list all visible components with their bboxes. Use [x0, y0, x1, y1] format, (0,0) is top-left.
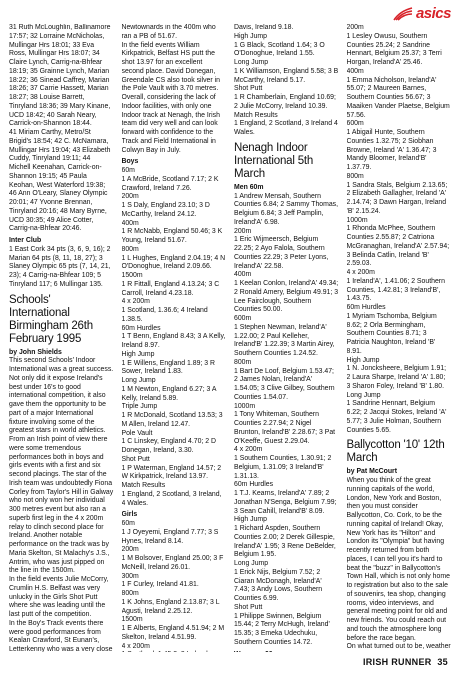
paragraph: 1 Myriam Tschomba, Belgium 8.62; 2 Orla Bermingham, Southern Counties 8.71; 3 Patricia Naughton, Ireland 'B' 8.91.: [346, 312, 437, 355]
subheading: Inter Club: [9, 237, 42, 244]
paragraph: From an Irish point of view there were some tremendous performances both in boys and girls events with a first and six second placings. The star of the Irish team was undoubtedly Fiona Corley from Taylor's Hill in Galway who not only won her individual 300 metres event but also ran a superb first leg in the 4 x 200m relay to clinch second place for Ireland. Another notable performance on the track was by Maria Skelton, St Malachy's J.S., Antrim, who was just pipped on the line in the 1500m.: [9, 436, 114, 575]
paragraph: On what turned out to be, weather: [346, 643, 451, 651]
paragraph: In the field events Julie McCorry, Crumlin H.S. Belfast was very unlucky in the Girls Shot Putt where she was leading until the last putt of the competition.: [9, 576, 109, 618]
paragraph: 1 T Benn, England 8.43; 3 A Kelly, Ireland 8.97.: [121, 333, 226, 349]
byline: by Pat McCourt: [346, 468, 398, 476]
paragraph: 1 England, 2 Scotland, 3 Ireland, 4 Wales.: [121, 490, 222, 507]
paragraph: 1 East Cork 34 pts (3, 6, 9, 16); 2 Marian 64 pts (8, 11, 18, 27); 3 Slaney Olympic 65 pts (7, 14, 21, 23); 4 Carrig-na-Bhfear 109; 5 Tinryland 117; 6 Mullingar 135.: [9, 245, 111, 288]
paragraph: 1 P Waterman, England 14.57; 2 W Kirkpatrick, Ireland 13.97.: [121, 464, 222, 481]
paragraph: Match Results: [234, 111, 278, 119]
asics-stripes-icon: [392, 5, 414, 21]
paragraph: 200m: [234, 227, 252, 235]
paragraph: 400m: [234, 271, 252, 279]
paragraph: 1 R Chamberlain, England 10.69; 2 Julie McCorry, Ireland 10.39.: [234, 94, 336, 110]
paragraph: 1 Sandra Stals, Belgium 2.13.65; 2 Elizabeth Gallagher, Ireland 'A' 2.14.74; 3 Dawn Hargan, Ireland 'B' 2.15.24.: [346, 181, 448, 215]
article-columns: [9, 24, 451, 652]
paragraph: 200m: [121, 546, 139, 554]
paragraph: 60m: [121, 167, 135, 174]
paragraph: 1 Sandrine Hennart, Belgium 6.22; 2 Jacqui Stokes, Ireland 'A' 5.77; 3 Julie Holman, Southern Counties 5.65.: [346, 400, 447, 434]
paragraph: When you think of the great running capitals of the world, London, New York and Boston, then you must consider Ballycotton, Co. Cork, to be the running capital of Ireland! Okay, New York has its "Hilton" and London its "Olympia" but having recently returned from both places, I can tell you it's hard to beat the "buzz" in Ballycotton's Town Hall, which is not only home to registration but also to the sale of souvenirs, tea shop, changing rooms, video interviews, and general meeting point for old and new friends. You could reach out and touch the atmosphere long before the race began.: [346, 477, 450, 642]
paragraph: Shot Putt: [234, 85, 263, 93]
paragraph: In the Boy's Track events there were good performances from Kealan Crawford, St Eunan's, Letterkenny who was a very close: [9, 619, 113, 652]
paragraph: 1 G Black, Scotland 1.64; 3 O O'Donoghue, Ireland 1.55.: [234, 41, 325, 58]
paragraph: 1 M Bolsover, England 25.00; 3 F McNeill, Ireland 26.01.: [121, 555, 224, 571]
page-footer: [360, 657, 448, 667]
paragraph: 1 Abigail Hunte, Southern Counties 1.32.75; 2 Siobhan Browne, Ireland 'A' 1.36.47; 3 Mandy Bloomer, Ireland'B' 1.37.79.: [346, 129, 437, 171]
paragraph: 200m: [346, 24, 364, 31]
subheading: Girls: [121, 511, 138, 519]
paragraph: 600m: [234, 315, 252, 322]
paragraph: 1 F Curley, Ireland 41.81.: [121, 581, 199, 589]
paragraph: High Jump: [121, 350, 155, 358]
paragraph: 1 Rhonda McPhee, Southern Counties 2.55.87; 2 Catriona McGranaghan, Ireland'A' 2.57.94; 3 Belinda Catlin, Ireland 'B' 2.59.03.: [346, 225, 450, 268]
paragraph: 1000m: [346, 216, 368, 224]
subheading: Boys: [121, 158, 139, 166]
paragraph: 1 Bart De Loof, Belgium 1.53.47; 2 James Nolan, Ireland'A' 1.54.05; 3 Clive Gilbey, Southern Counties 1.54.07.: [234, 367, 335, 401]
paragraph: 4 x 200m: [121, 298, 150, 306]
paragraph: Triple Jump: [121, 403, 158, 411]
page-number: 35: [437, 657, 448, 667]
paragraph: 1 Richard Aspden, Southern Counties 2.00; 2 Derek Gillespie, Ireland'A' 1.95; 3 Rene DeBelder, Belgium 1.95.: [234, 525, 336, 559]
paragraph: [122, 651, 227, 652]
paragraph: 600m: [346, 120, 364, 128]
asics-logo: [392, 4, 451, 22]
section-heading: Ballycotton '10' 12th March: [346, 439, 445, 465]
paragraph: Davis, Ireland 9.18.: [234, 24, 294, 31]
paragraph: 1 Erick Nijs, Belgium 7.52; 2 Ciaran McDonagh, Ireland'A' 7.43; 3 Andy Lows, Southern Counties 6.99.: [234, 568, 323, 602]
paragraph: Long Jump: [234, 560, 269, 567]
byline: by John Shields: [9, 348, 62, 356]
paragraph: Shot Putt: [234, 603, 263, 611]
paragraph: 1 Philippe Swinnen, Belgium 15.44; 2 Terry McHugh, Ireland' 15.35; 3 Emeka Udechuku, Southern Counties 14.72.: [234, 612, 330, 646]
paragraph: 31 Ruth McLoughlin, Ballinamore 17:57; 32 Lorraine McNicholas, Mullingar Hrs 18:01; 33 Eva Ross, Mullingar Hrs 18:07; 34 Claire Lynch, Carrig-na-Bhfear 18:19; 35 Grainne Lynch, Marian 18:22; 36 Sinead Caffrey, Marian 18:26; 37 Carrie Hassett, Marian 18:27; 38 Louise Barrett, Tinryland 18:36; 39 Mary Kinane, UCD 18:42; 40 Sarah Neary, Carrick-on-Shannon 18:44.: [9, 24, 111, 128]
paragraph: 1 Stephen Newman, Ireland'A' 1.22.00; 2 Paul Kelleher, Ireland'B' 1.22.39; 3 Martin Airey, Southern Counties 1.24.52.: [234, 323, 335, 357]
magazine-name: IRISH RUNNER: [362, 657, 432, 667]
paragraph: 1 Lesley Owusu, Southern Counties 25.24; 2 Sandrine Hennart, Belgium 25.37; 3 Terri Horgan, Ireland'A' 25.46.: [346, 32, 442, 66]
paragraph: 4 x 200m: [234, 446, 263, 454]
paragraph: 1 C Linskey, England 4.70; 2 D Donegan, Ireland, 3.30.: [121, 438, 216, 454]
paragraph: 300m: [121, 572, 139, 580]
paragraph: 1 K Williamson, England 5.58; 3 B McCarthy, Ireland 5.17.: [234, 67, 339, 84]
paragraph: 1 Scotland, 1.36.6; 4 Ireland 1.38.5.: [121, 307, 208, 323]
paragraph: 1 M Newton, England 6.27; 3 A Kelly, Ireland 5.89.: [121, 385, 217, 402]
paragraph: 800m: [121, 590, 139, 597]
paragraph: 1 S Daly, England 23.10; 3 D McCarthy, Ireland 24.12.: [121, 202, 210, 218]
paragraph: 4 x 200m: [121, 642, 150, 650]
paragraph: 1 R Fittall, England 4.13.24; 3 C Carroll, Ireland 4.23.18.: [121, 280, 220, 297]
paragraph: Newtownards in the 400m who ran a PB of 51.67.: [121, 24, 216, 40]
paragraph: Long Jump: [346, 391, 381, 399]
paragraph: 60m: [121, 520, 135, 527]
paragraph: Long Jump: [121, 377, 156, 384]
paragraph: 400m: [346, 67, 364, 75]
paragraph: Pole Vault: [121, 429, 153, 437]
paragraph: High Jump: [234, 516, 267, 524]
brand-name: asics: [415, 4, 451, 22]
paragraph: High Jump: [234, 32, 267, 40]
paragraph: High Jump: [346, 356, 380, 364]
paragraph: 1 E Willens, England 1.89; 3 R Sower, Ireland 1.83.: [121, 359, 215, 376]
paragraph: 1 J Oyeyemi, England 7.77; 3 S Hynes, Ireland 8.14.: [121, 528, 219, 545]
paragraph: 1 L Hughes, England 2.04.19; 4 N O'Donoghue, Ireland 2.09.66.: [121, 254, 226, 271]
paragraph: 1 Ireland'A', 1.41.06; 2 Southern Counties, 1.42.81; 3 Ireland'B', 1.43.75.: [346, 277, 445, 303]
paragraph: 60m Hurdles: [234, 481, 274, 489]
column-2: [122, 24, 227, 652]
paragraph: 1 T.J. Kearns, Ireland'A' 7.89; 2 Jonathan N'Senga, Belgium 7.99; 3 Sean Cahill, Ireland'B' 8.09.: [234, 490, 337, 515]
subheading: [234, 651, 339, 653]
paragraph: 1500m: [121, 616, 143, 624]
paragraph: 60m Hurdles: [121, 324, 161, 332]
paragraph: 1 Emma Nicholson, Ireland'A' 55.07; 2 Maureen Barnes, Southern Counties 56.67; 3 Maaiken Vander Plaetse, Belgium 57.56.: [346, 76, 450, 119]
section-heading: Nenagh Indoor International 5th March: [234, 141, 314, 180]
paragraph: 1000m: [234, 402, 256, 410]
paragraph: Overall, considering the lack of Indoor facilities, with only one Indoor track at Nenagh, the Irish team did very well and can look forward with confidence to the Track and Field International in Colwyn Bay in July.: [121, 94, 220, 154]
paragraph: 1 R McDonald, Scotland 13.53; 3 M Allen, Ireland 12.47.: [121, 412, 223, 428]
paragraph: 60m Hurdles: [346, 304, 386, 311]
paragraph: 1 England, 2 Scotland, 3 Ireland 4 Wales.: [234, 120, 338, 136]
paragraph: 41 Miriam Carthy, Metro/St Brigid's 18:54; 42 C. McNamara, Mullingar Hrs 19:04; 43 Elizabeth Cuddy, Tinryland 19:11; 44 Michell Keenahan, Carrick-on-Shannon 19:15; 45 Paula Keohan, West Waterford 19:38; 46 Ann O'Leary, Slaney Olympic 20:01; 47 Yvonne Brennan, Tinryland 20:16; 48 Mary Byrne, UCD 30:35; 49 Alice Cotter, Carrig-na-Bhfear 20:46.: [9, 129, 111, 233]
column-3: [234, 24, 339, 652]
column-1: [9, 24, 114, 652]
paragraph: 1 Keelan Conlon, Ireland'A' 49.34; 2 Ronald Amery, Belgium 49.91; 3 Lee Fairclough, Southern Counties 50.00.: [234, 280, 339, 314]
paragraph: 1 Andrew Mensah, Southern Counties 6.84; 2 Sammy Thomas, Belgium 6.84; 3 Jeff Pamplin, Ireland'A' 6.98.: [234, 192, 339, 226]
paragraph: In the field events William Kirkpatrick, Belfast HS putt the shot 13.97 for an excellent second place. David Donegan, Greendale CS also took silver in the Pole Vault with 3.70 metres.: [121, 41, 220, 93]
paragraph: This second Schools' Indoor International was a great success. Not only did it expose Ireland's best under 16's to good international competition, it also gave them the opportunity to be part of a major International fixture involving some of the greatest stars in world athletics.: [9, 357, 114, 435]
paragraph: 1 Tony Whiteman, Southern Counties 2.27.94; 2 Nigel Brunton, Ireland'B' 2.28.67; 3 Pat O'Keeffe, Guest 2.29.04.: [234, 411, 336, 445]
paragraph: 1 A McBride, Scotland 7.17; 2 K Crawford, Ireland 7.26.: [121, 175, 219, 192]
paragraph: Match Results: [121, 482, 166, 489]
paragraph: Long Jump: [234, 59, 269, 66]
paragraph: 1 K Johns, England 2.13.87; 3 L Agusti, Ireland 2.25.12.: [121, 598, 220, 615]
paragraph: 1 R McNabb, England 50.46; 3 K Young, Ireland 51.67.: [121, 228, 223, 244]
paragraph: 800m: [346, 172, 364, 180]
paragraph: 1 N. Joncksheere, Belgium 1.91; 2 Laura Sharpe, Ireland 'A' 1.80; 3 Sharon Foley, Ireland 'B' 1.80.: [346, 365, 447, 390]
subheading: Men 60m: [234, 183, 264, 191]
paragraph: 800m: [234, 358, 252, 366]
paragraph: 1 E Alberts, England 4.51.94; 2 M Skelton, Ireland 4.51.99.: [121, 625, 225, 641]
column-4: [347, 24, 452, 652]
paragraph: 1500m: [121, 272, 143, 279]
paragraph: 800m: [121, 245, 139, 253]
paragraph: Shot Putt: [121, 455, 150, 463]
paragraph: 1 Eric Wijmeersch, Belgium 22.25; 2 Ayo Falola, Southern Counties 22.29; 3 Peter Lyons, Ireland'A' 22.58.: [234, 236, 329, 270]
paragraph: 200m: [121, 193, 139, 201]
paragraph: 4 x 200m: [346, 269, 375, 276]
section-heading: Schools' International Birmingham 26th February 1995: [9, 293, 93, 345]
paragraph: 400m: [121, 219, 139, 227]
paragraph: 1 Southern Counties, 1.30.91; 2 Belgium, 1.31.09; 3 Ireland'B' 1.31.13.: [234, 455, 332, 480]
